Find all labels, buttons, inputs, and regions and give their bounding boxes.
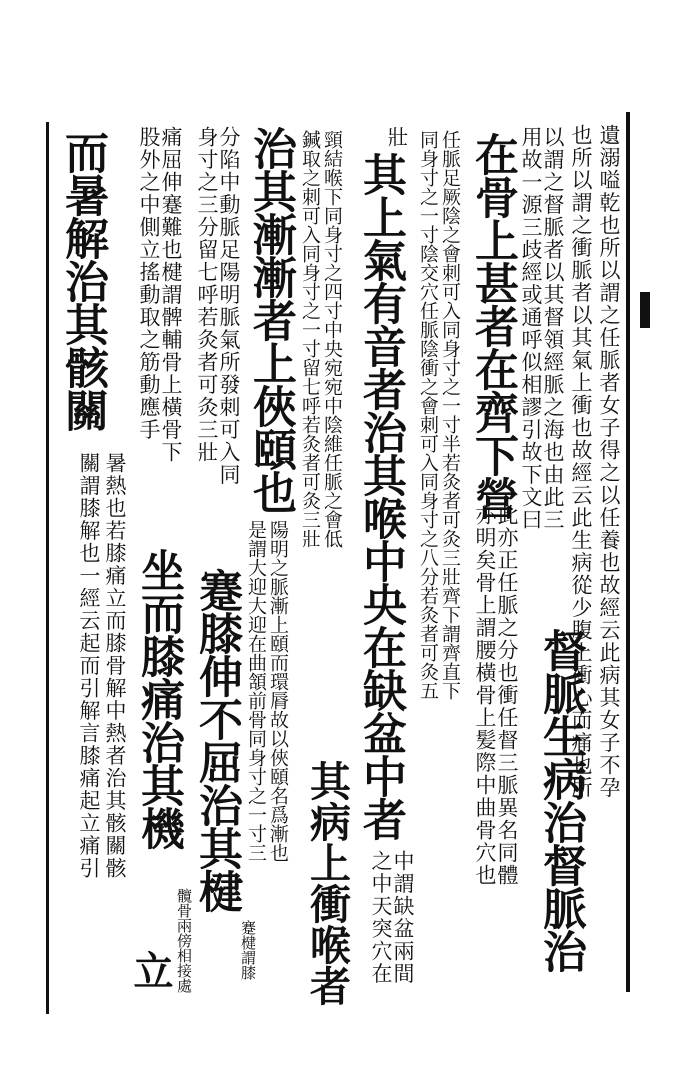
column-20: 是謂大迎大迎在曲頷前骨同身寸之一寸三 [245, 520, 267, 862]
column-28: 髖骨兩傍相接處 [175, 888, 193, 993]
column-07: 此亦正任脈之分也衝任督三脈異名同體 [495, 504, 519, 887]
column-15-main: 其病上衝喉者 [303, 760, 351, 1006]
column-27-main: 坐而膝痛治其機 [133, 548, 184, 849]
column-21: 分陷中動脈足陽明脈氣所發刺可入同 [217, 126, 241, 486]
column-29-main: 立 [127, 950, 174, 989]
right-border-line [626, 112, 630, 992]
column-09: 任脈足厥陰之會刺可入同身寸之一寸半若灸者可灸三壯齊下謂齊直下 [439, 130, 461, 700]
column-05-main: 督脈生病治督脈治 [535, 628, 586, 972]
column-18-main: 治其漸漸者上俠頤也 [245, 126, 296, 513]
column-13: 中謂缺盆兩間 [391, 850, 415, 985]
column-03: 以謂之督脈者以其督領經脈之海也由此三 [541, 126, 565, 531]
column-12-main: 其上氣有音者治其喉中央在缺盆中者 [355, 152, 406, 840]
column-14: 之中天突穴在 [369, 850, 393, 985]
column-08: 亦明矣骨上謂腰橫骨上髪際中曲骨穴也 [473, 504, 497, 887]
column-11: 壯 [385, 126, 409, 149]
column-26: 股外之中側立搖動取之筋動應手 [137, 126, 161, 441]
page-edge-tab [640, 292, 650, 328]
column-02: 也所以謂之衝脈者以其氣上衝也故經云此生病從少腹上衝心而痛也所 [569, 124, 593, 799]
column-17: 鍼取之刺可入同身寸之一寸留七呼若灸者可灸三壯 [299, 130, 321, 548]
column-23-main: 蹇膝伸不屈治其楗 [191, 568, 242, 912]
column-19: 陽明之脈漸上頤而環脣故以俠頤名爲漸也 [267, 520, 289, 862]
column-32: 關謂膝解也一經云起而引解言膝痛起立痛引 [77, 452, 101, 880]
column-25: 痛屈伸蹇難也楗謂髀輔骨上橫骨下 [159, 126, 183, 464]
column-10: 同身寸之一寸陰交穴任脈陰衝之會刺可入同身寸之八分若灸者可灸五 [417, 130, 439, 700]
column-06-main: 在骨上甚者在齊下營 [467, 132, 518, 519]
column-22: 身寸之三分留七呼若灸者可灸三壯 [195, 126, 219, 464]
column-01: 遺溺嗌乾也所以謂之任脈者女子得之以任養也故經云此病其女子不孕 [597, 124, 621, 799]
column-31: 暑熱也若膝痛立而膝骨解中熱者治其骸關骸 [103, 452, 127, 880]
left-border-line [46, 122, 49, 1014]
column-04: 用故一源三歧經或通呼似相謬引故下文曰 [519, 126, 543, 531]
column-30-main: 而暑解治其骸關 [57, 130, 108, 431]
column-16: 頸結喉下同身寸之四寸中央宛宛中陰維任脈之會低 [321, 130, 343, 548]
column-24: 蹇楗謂膝 [239, 920, 257, 980]
